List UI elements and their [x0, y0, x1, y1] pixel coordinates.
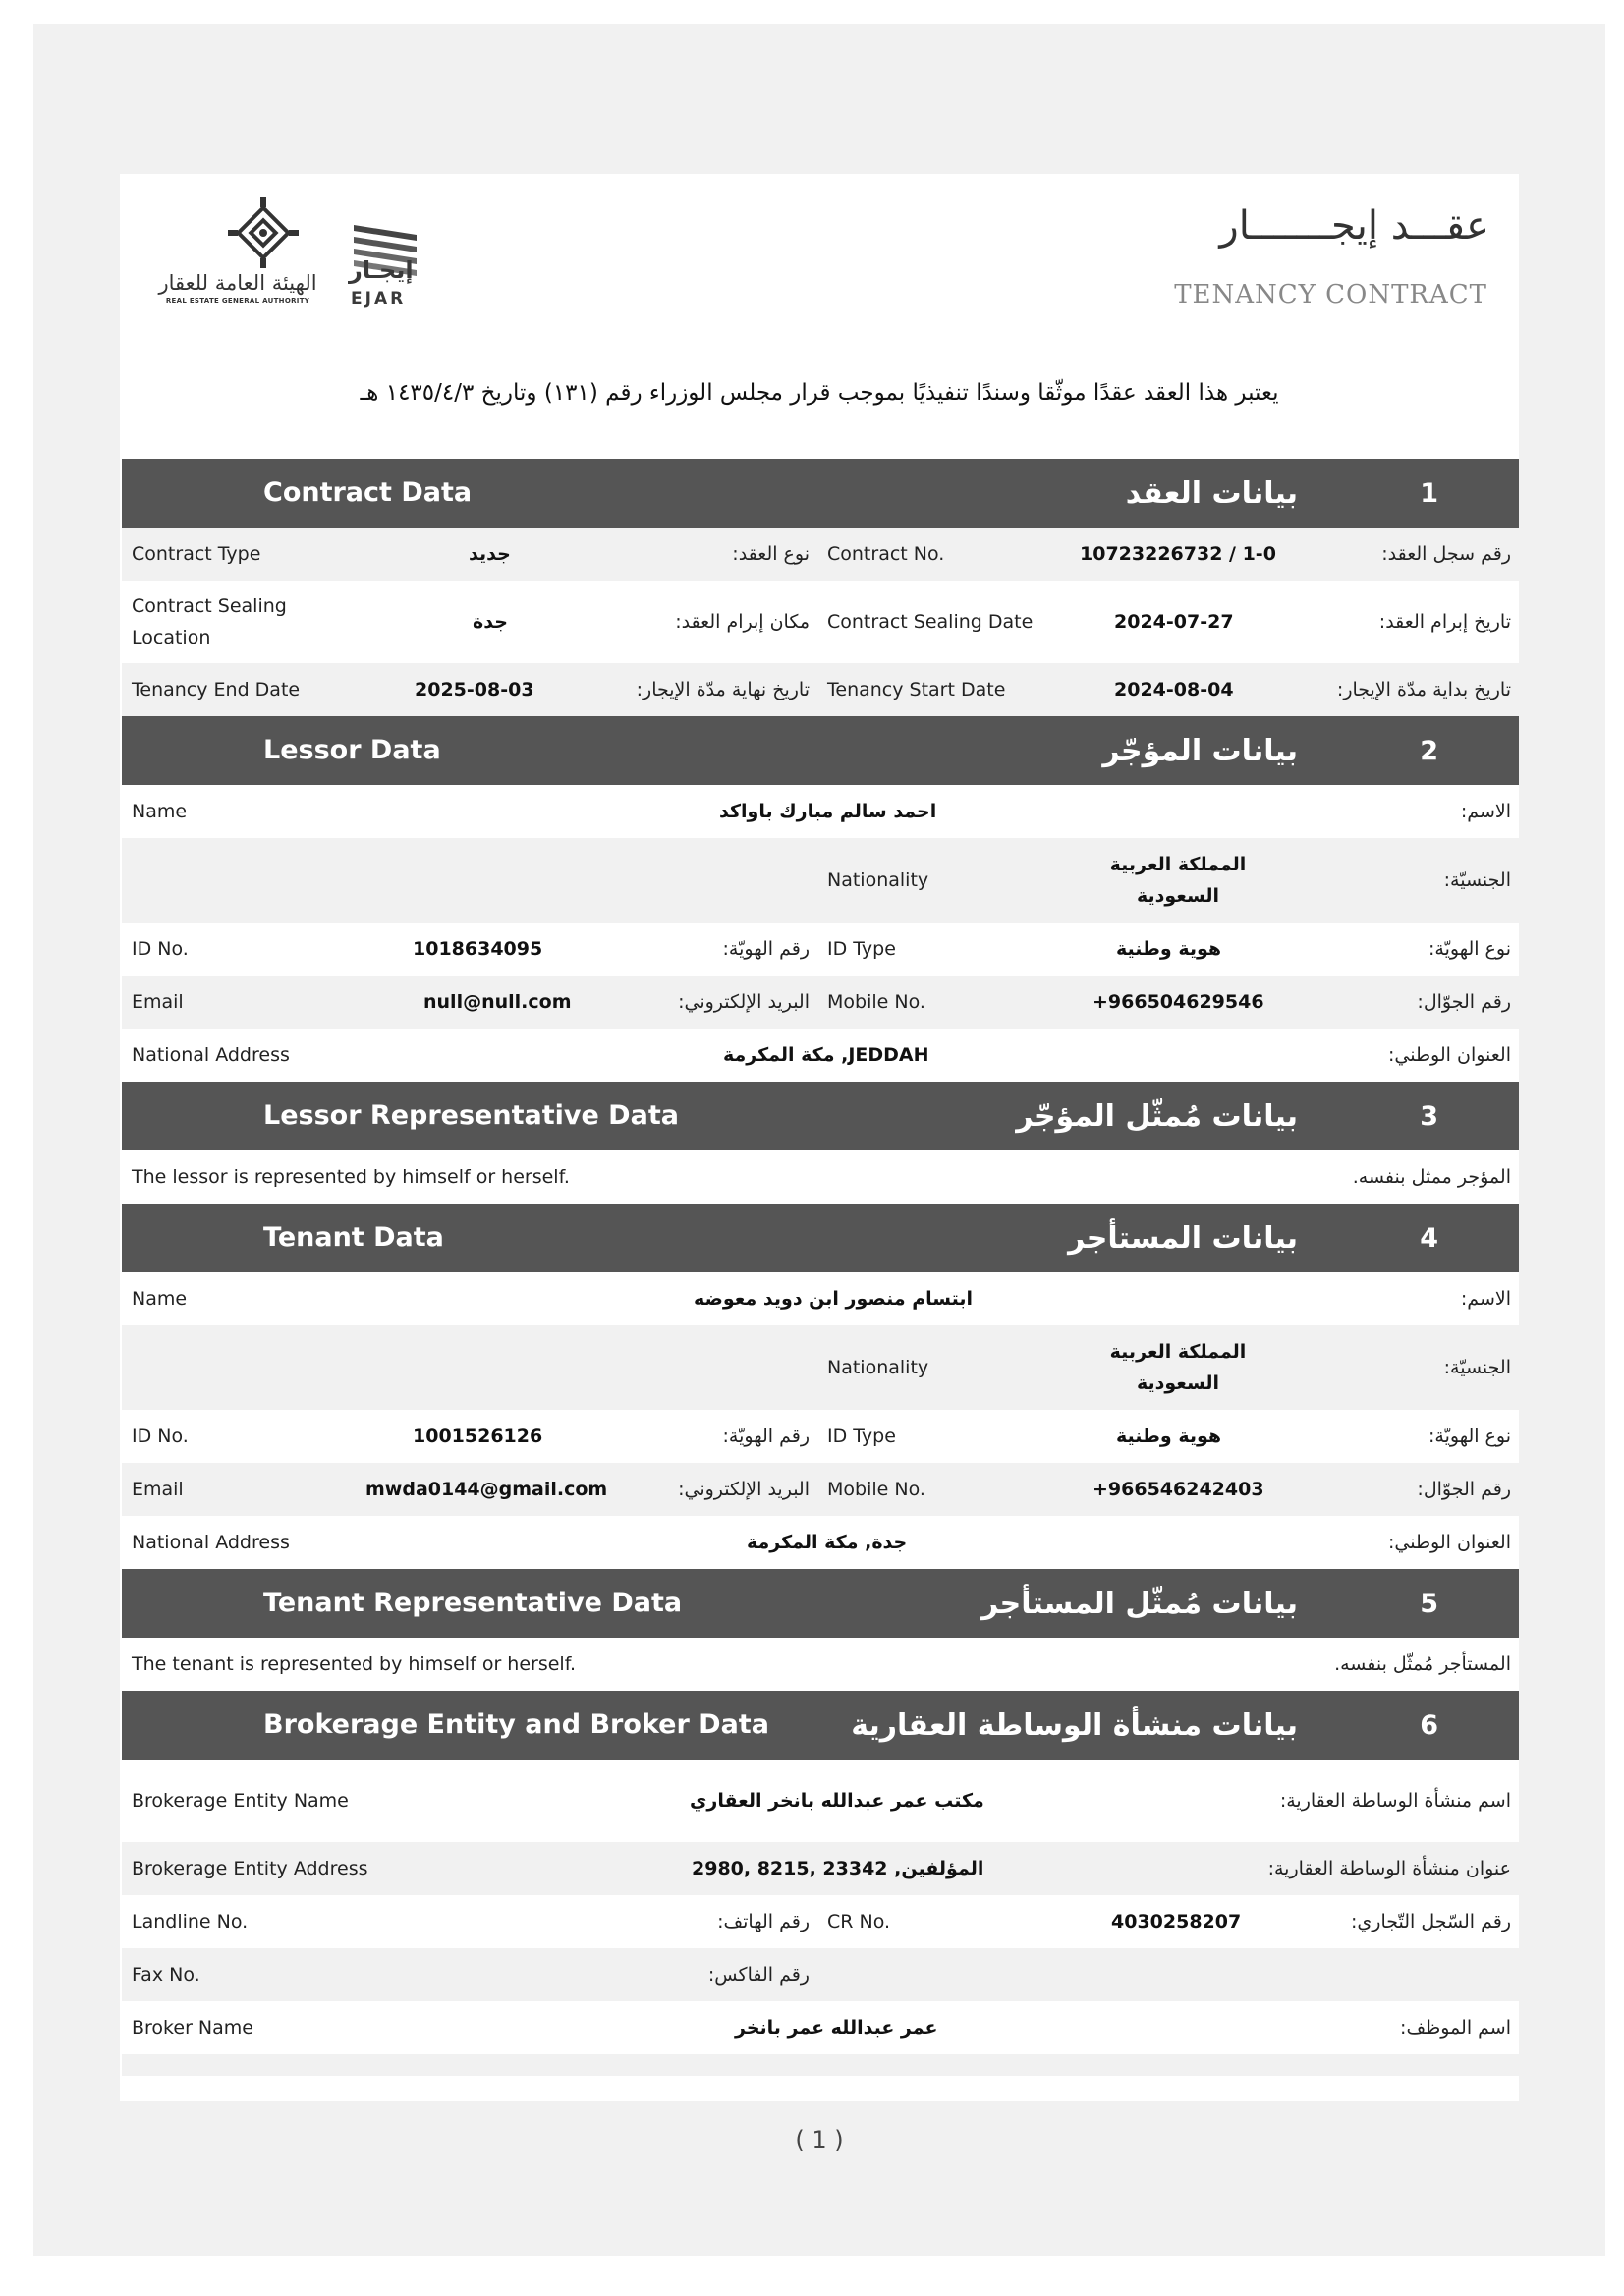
field-label-en: Name [132, 1288, 188, 1310]
field-value: null@null.com [423, 991, 572, 1013]
field-label-ar: رقم الفاكس: [707, 1964, 810, 1986]
field-label-en: Tenancy End Date [132, 679, 301, 700]
field-label-en: Email [132, 991, 184, 1013]
field-label-en: Fax No. [132, 1964, 200, 1986]
lessor-row-name [122, 785, 1519, 838]
section-header-lessor [122, 716, 1519, 785]
field-label-en: Contract No. [827, 543, 945, 565]
field-value: هوية وطنية [1116, 938, 1222, 960]
tenant-row-id [122, 1410, 1519, 1463]
field-label-en: Contract Type [132, 543, 261, 565]
field-label-ar: البريد الإلكتروني: [678, 991, 810, 1013]
lessor-rep-row [122, 1150, 1519, 1204]
section-number: 4 [1420, 1223, 1438, 1254]
field-value: احمد سالم مبارك باواكد [719, 801, 937, 822]
field-label-en: Nationality [827, 1357, 929, 1378]
lessor-row-contact [122, 976, 1519, 1029]
field-value: 2980, 8215, 23342 ,المؤلفين [692, 1858, 984, 1879]
field-label-en: CR No. [827, 1911, 891, 1932]
field-label-en: Nationality [827, 869, 929, 891]
section-title-ar: بيانات مُمثّل المؤجّر [1016, 1099, 1298, 1134]
field-label-ar: رقم الهويّة: [722, 938, 810, 960]
brokerage-row-fax [122, 1948, 1519, 2001]
field-label-ar: رقم الهاتف: [717, 1911, 810, 1932]
field-label-en: Email [132, 1479, 184, 1500]
field-label-en: ID Type [827, 1426, 896, 1447]
contract-title-arabic: عقـــد إيجـــــــار [1219, 203, 1489, 249]
logos [149, 196, 444, 313]
field-value: +966504629546 [1092, 991, 1264, 1013]
field-label-ar: المؤجر ممثل بنفسه. [1352, 1166, 1511, 1188]
field-label-ar: نوع الهويّة: [1428, 1426, 1511, 1447]
section-number: 5 [1420, 1589, 1438, 1619]
field-label-ar: مكان إبرام العقد: [675, 611, 810, 633]
field-label-en: National Address [132, 1532, 290, 1553]
section-header-lessor-rep [122, 1082, 1519, 1150]
section-title-ar: بيانات العقد [1125, 476, 1298, 511]
field-value: 10723226732 / 1-0 [1080, 543, 1276, 565]
section-title-en: Tenant Data [263, 1222, 444, 1253]
field-label-en: Contract Sealing Location [132, 595, 287, 648]
contract-page [120, 174, 1519, 2154]
section-header-brokerage [122, 1691, 1519, 1760]
field-label-en: Brokerage Entity Name [132, 1790, 349, 1812]
field-label-ar: العنوان الوطني: [1387, 1044, 1511, 1066]
page-number: ( 1 ) [795, 2126, 844, 2154]
field-label-en: Broker Name [132, 2017, 253, 2039]
field-label-ar: الجنسيّة: [1443, 1357, 1511, 1378]
section-number: 1 [1420, 478, 1438, 509]
field-value: المملكة العربية السعودية [1109, 1341, 1247, 1394]
field-label-en: ID No. [132, 938, 189, 960]
field-value: 2024-07-27 [1114, 611, 1234, 633]
field-value: جديد [469, 543, 511, 565]
legal-notice: يعتبر هذا العقد عقدًا موثّقا وسندًا تنفيذيًا بموجب قرار مجلس الوزراء رقم (١٣١) وتاريخ ١٤٣٥/٤/٣ هـ [360, 380, 1279, 406]
field-label-ar: رقم السّجل التّجاري: [1351, 1911, 1511, 1932]
field-value: جدة [473, 611, 508, 633]
field-label-ar: تاريخ إبرام العقد: [1378, 611, 1511, 633]
field-label-ar: تاريخ بداية مدّة الإيجار: [1336, 679, 1511, 700]
field-label-ar: الاسم: [1460, 801, 1511, 822]
brokerage-row-broker-name [122, 2001, 1519, 2054]
field-label-ar: نوع العقد: [732, 543, 810, 565]
tenant-row-name [122, 1272, 1519, 1325]
section-header-contract [122, 459, 1519, 528]
lessor-row-address [122, 1029, 1519, 1082]
tenant-row-nationality [122, 1325, 1519, 1410]
table-end-spacer [122, 2054, 1519, 2076]
brokerage-row-entity-name [122, 1760, 1519, 1842]
section-title-en: Brokerage Entity and Broker Data [263, 1709, 769, 1740]
rega-logo-icon [226, 196, 301, 270]
field-label-ar: رقم الهويّة: [722, 1426, 810, 1447]
field-label-en: The tenant is represented by himself or herself. [132, 1653, 577, 1675]
field-value: ابتسام منصور ابن دويد معوضه [694, 1288, 974, 1310]
section-number: 6 [1420, 1710, 1438, 1741]
field-value: مكتب عمر عبدالله بانخر العقاري [690, 1790, 984, 1812]
field-value: 4030258207 [1111, 1911, 1242, 1932]
field-value: JEDDAH, مكة المكرمة [723, 1044, 929, 1066]
field-label-en: Landline No. [132, 1911, 249, 1932]
brokerage-row-entity-address [122, 1842, 1519, 1895]
section-header-tenant-rep [122, 1569, 1519, 1638]
brokerage-row-landline [122, 1895, 1519, 1948]
field-value: عمر عبدالله عمر بانخر [735, 2017, 938, 2039]
section-title-en: Lessor Data [263, 735, 441, 765]
section-title-ar: بيانات المستأجر [1068, 1221, 1298, 1256]
field-value: 1018634095 [413, 938, 543, 960]
field-label-ar: عنوان منشأة الوساطة العقارية: [1267, 1858, 1511, 1879]
field-label-en: Name [132, 801, 188, 822]
field-label-en: ID No. [132, 1426, 189, 1447]
tenant-row-address [122, 1516, 1519, 1569]
contract-row-dates [122, 663, 1519, 716]
field-label-en: ID Type [827, 938, 896, 960]
section-title-ar: بيانات مُمثّل المستأجر [980, 1587, 1298, 1621]
field-value: mwda0144@gmail.com [365, 1479, 608, 1500]
field-label-ar: رقم الجوّال: [1417, 1479, 1511, 1500]
section-number: 2 [1420, 736, 1438, 766]
section-title-en: Tenant Representative Data [263, 1588, 683, 1618]
field-label-ar: البريد الإلكتروني: [678, 1479, 810, 1500]
section-title-en: Contract Data [263, 477, 473, 508]
field-label-ar: المستأجر مُمثّل بنفسه. [1334, 1653, 1511, 1675]
ejar-english-name: EJAR [351, 289, 407, 308]
field-label-en: Contract Sealing Date [827, 611, 1034, 633]
field-label-en: Mobile No. [827, 1479, 925, 1500]
field-label-ar: اسم منشأة الوساطة العقارية: [1279, 1790, 1511, 1812]
field-label-ar: الجنسيّة: [1443, 869, 1511, 891]
field-value: هوية وطنية [1116, 1426, 1222, 1447]
field-label-ar: رقم الجوّال: [1417, 991, 1511, 1013]
contract-row-type [122, 528, 1519, 581]
lessor-row-nationality [122, 838, 1519, 923]
field-label-ar: نوع الهويّة: [1428, 938, 1511, 960]
field-label-en: Brokerage Entity Address [132, 1858, 368, 1879]
tenant-rep-row [122, 1638, 1519, 1691]
section-title-ar: بيانات المؤجّر [1102, 734, 1298, 768]
field-value: 2025-08-03 [415, 679, 534, 700]
field-label-ar: العنوان الوطني: [1387, 1532, 1511, 1553]
field-value: 2024-08-04 [1114, 679, 1234, 700]
field-value: جدة, مكة المكرمة [747, 1532, 908, 1553]
field-label-en: The lessor is represented by himself or herself. [132, 1166, 570, 1188]
field-value: المملكة العربية السعودية [1109, 854, 1247, 907]
contract-row-sealing [122, 581, 1519, 663]
field-label-ar: تاريخ نهاية مدّة الإيجار: [636, 679, 810, 700]
field-label-en: Mobile No. [827, 991, 925, 1013]
rega-english-name: REAL ESTATE GENERAL AUTHORITY [165, 297, 310, 305]
section-number: 3 [1420, 1101, 1438, 1132]
rega-arabic-name: الهيئة العامة للعقار [158, 271, 317, 295]
field-label-en: National Address [132, 1044, 290, 1066]
field-label-ar: اسم الموظف: [1400, 2017, 1511, 2039]
ejar-arabic-name: إيجـار [349, 256, 414, 284]
field-value: 1001526126 [413, 1426, 543, 1447]
section-title-ar: بيانات منشأة الوساطة العقارية [851, 1708, 1298, 1743]
field-label-ar: رقم سجل العقد: [1381, 543, 1511, 565]
field-label-en: Tenancy Start Date [827, 679, 1006, 700]
tenant-row-contact [122, 1463, 1519, 1516]
lessor-row-id [122, 923, 1519, 976]
contract-title-english: TENANCY CONTRACT [1174, 280, 1487, 309]
field-label-ar: الاسم: [1460, 1288, 1511, 1310]
section-title-en: Lessor Representative Data [263, 1100, 679, 1131]
section-header-tenant [122, 1204, 1519, 1272]
field-value: +966546242403 [1092, 1479, 1264, 1500]
